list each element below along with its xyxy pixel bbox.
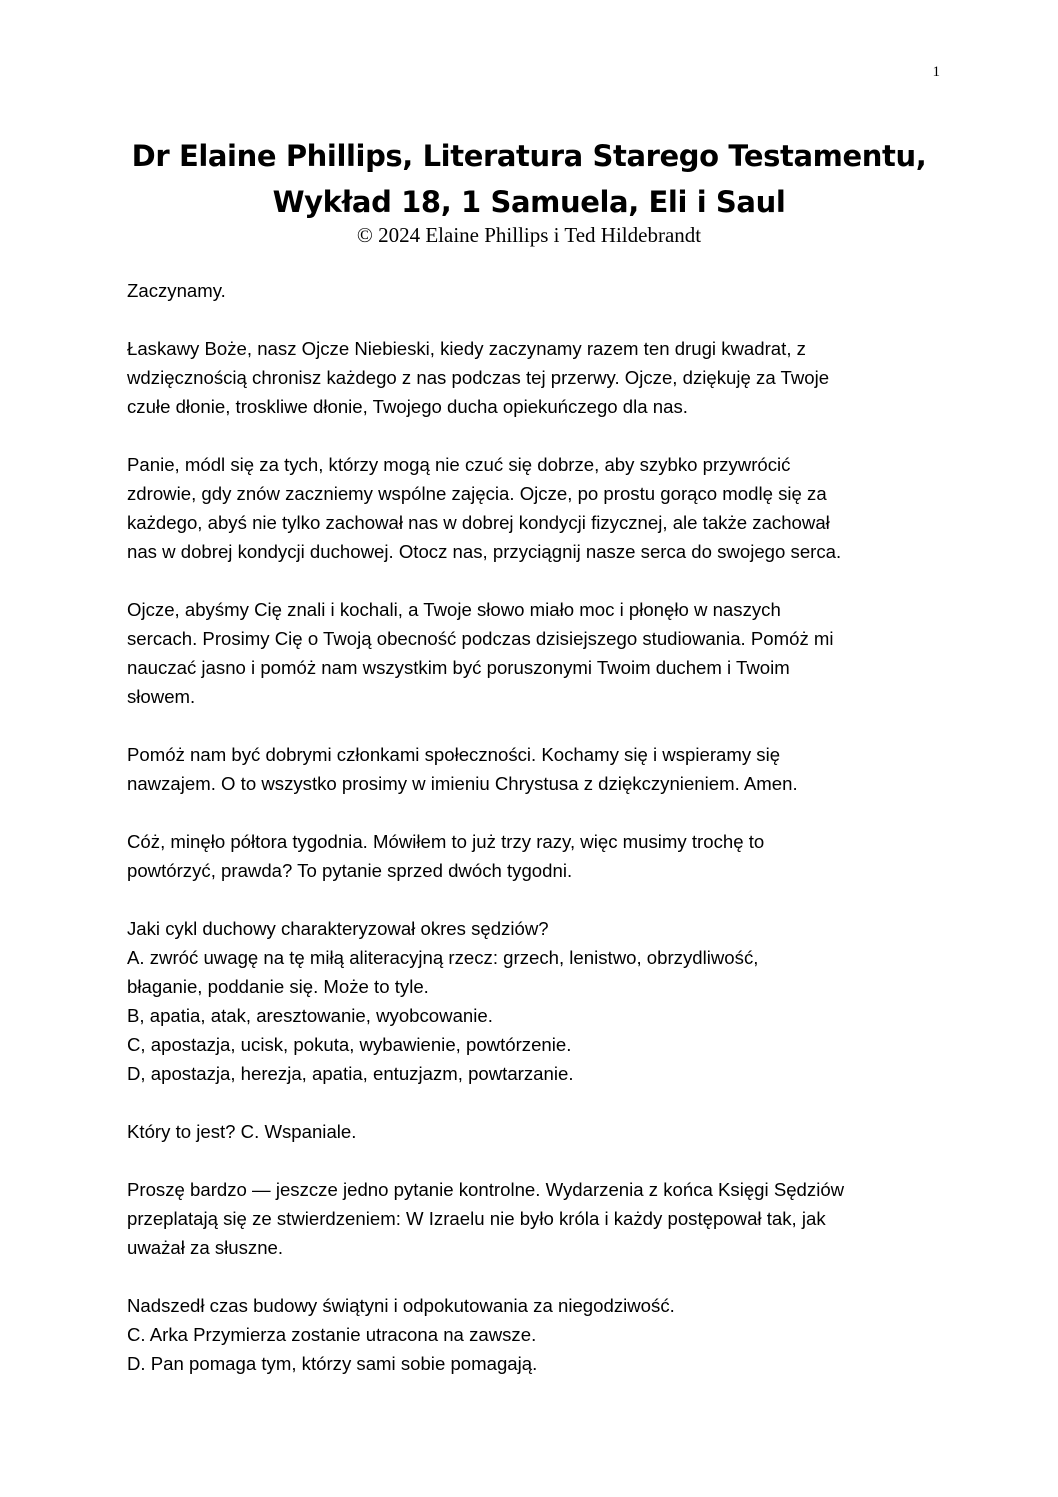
document-title — [0, 133, 1058, 225]
text-line: przeplatają się ze stwierdzeniem: W Izraelu nie było króla i każdy postępował tak, jak — [127, 1208, 826, 1229]
text-line: D, apostazja, herezja, apatia, entuzjazm, powtarzanie. — [127, 1063, 574, 1084]
text-line: B, apatia, atak, aresztowanie, wyobcowanie. — [127, 1005, 493, 1026]
text-line: Zaczynamy. — [127, 280, 226, 301]
text-line: Łaskawy Boże, nasz Ojcze Niebieski, kiedy zaczynamy razem ten drugi kwadrat, z — [127, 338, 806, 359]
text-line: czułe dłonie, troskliwe dłonie, Twojego ducha opiekuńczego dla nas. — [127, 396, 688, 417]
text-line: nauczać jasno i pomóż nam wszystkim być poruszonymi Twoim duchem i Twoim — [127, 657, 790, 678]
paragraph — [127, 1291, 947, 1378]
text-line: Panie, módl się za tych, którzy mogą nie czuć się dobrze, aby szybko przywrócić — [127, 454, 791, 475]
text-line: zdrowie, gdy znów zaczniemy wspólne zajęcia. Ojcze, po prostu gorąco modlę się za — [127, 483, 827, 504]
paragraph — [127, 1117, 947, 1146]
paragraph — [127, 740, 947, 798]
page-number: 1 — [932, 64, 940, 80]
text-line: Nadszedł czas budowy świątyni i odpokutowania za niegodziwość. — [127, 1295, 675, 1316]
paragraph — [127, 450, 947, 566]
paragraph — [127, 827, 947, 885]
text-line: D. Pan pomaga tym, którzy sami sobie pomagają. — [127, 1353, 538, 1374]
text-line: powtórzyć, prawda? To pytanie sprzed dwóch tygodni. — [127, 860, 573, 881]
text-line: nas w dobrej kondycji duchowej. Otocz nas, przyciągnij nasze serca do swojego serca. — [127, 541, 842, 562]
text-line: Ojcze, abyśmy Cię znali i kochali, a Twoje słowo miało moc i płonęło w naszych — [127, 599, 781, 620]
text-line: każdego, abyś nie tylko zachował nas w dobrej kondycji fizycznej, ale także zachował — [127, 512, 830, 533]
text-line: nawzajem. O to wszystko prosimy w imieniu Chrystusa z dziękczynieniem. Amen. — [127, 773, 798, 794]
text-line: Pomóż nam być dobrymi członkami społeczności. Kochamy się i wspieramy się — [127, 744, 781, 765]
paragraph — [127, 595, 947, 711]
text-line: wdzięcznością chronisz każdego z nas podczas tej przerwy. Ojcze, dziękuję za Twoje — [127, 367, 830, 388]
text-line: C, apostazja, ucisk, pokuta, wybawienie, powtórzenie. — [127, 1034, 572, 1055]
text-line: C. Arka Przymierza zostanie utracona na zawsze. — [127, 1324, 537, 1345]
document-body — [127, 276, 947, 1407]
text-line: Cóż, minęło półtora tygodnia. Mówiłem to już trzy razy, więc musimy trochę to — [127, 831, 765, 852]
text-line: uważał za słuszne. — [127, 1237, 284, 1258]
title-line-1: Dr Elaine Phillips, Literatura Starego Testamentu, — [131, 139, 927, 173]
text-line: sercach. Prosimy Cię o Twoją obecność podczas dzisiejszego studiowania. Pomóż mi — [127, 628, 834, 649]
text-line: Jaki cykl duchowy charakteryzował okres sędziów? — [127, 918, 549, 939]
text-line: Proszę bardzo — jeszcze jedno pytanie kontrolne. Wydarzenia z końca Księgi Sędziów — [127, 1179, 845, 1200]
text-line: A. zwróć uwagę na tę miłą aliteracyjną rzecz: grzech, lenistwo, obrzydliwość, — [127, 947, 759, 968]
paragraph — [127, 334, 947, 421]
paragraph — [127, 914, 947, 1088]
text-line: słowem. — [127, 686, 196, 707]
text-line: Który to jest? C. Wspaniale. — [127, 1121, 357, 1142]
text-line: błaganie, poddanie się. Może to tyle. — [127, 976, 429, 997]
title-line-2: Wykład 18, 1 Samuela, Eli i Saul — [272, 185, 786, 219]
paragraph — [127, 1175, 947, 1262]
copyright-notice: © 2024 Elaine Phillips i Ted Hildebrandt — [356, 223, 702, 247]
paragraph — [127, 276, 947, 305]
